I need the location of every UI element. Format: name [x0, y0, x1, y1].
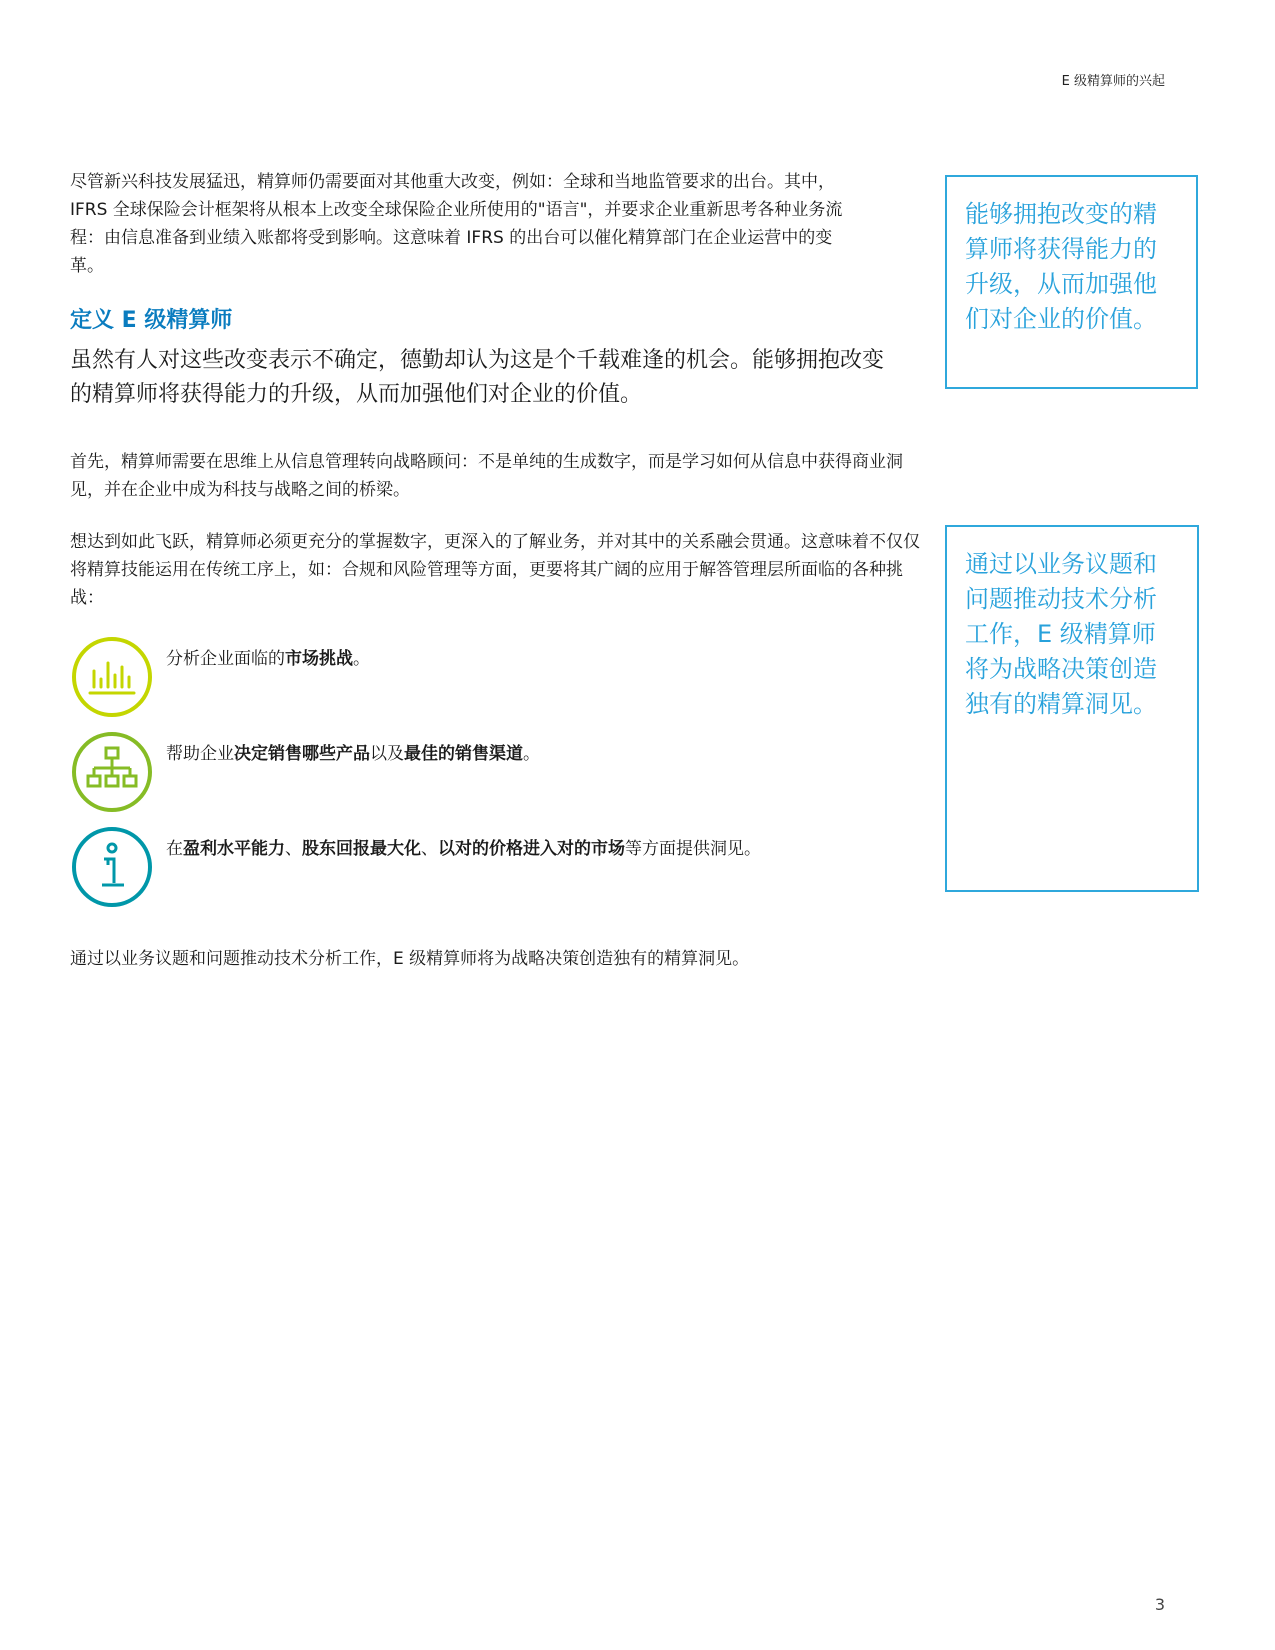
pull-quote-2: 通过以业务议题和问题推动技术分析工作，E 级精算师将为战略决策创造独有的精算洞见。 [945, 525, 1199, 892]
bullet-text: 在盈利水平能力、股东回报最大化、以对的价格进入对的市场等方面提供洞见。 [166, 839, 761, 859]
bullet-text: 分析企业面临的市场挑战。 [166, 649, 370, 669]
bullet-item-products [70, 730, 930, 814]
bar-chart-icon [70, 635, 154, 719]
org-chart-icon [70, 730, 154, 814]
conclusion-paragraph: 通过以业务议题和问题推动技术分析工作，E 级精算师将为战略决策创造独有的精算洞见。 [70, 949, 750, 969]
bullet-text: 帮助企业决定销售哪些产品以及最佳的销售渠道。 [166, 744, 540, 764]
page-number: 3 [1154, 1595, 1165, 1614]
pull-quote-1: 能够拥抱改变的精算师将获得能力的升级，从而加强他们对企业的价值。 [945, 175, 1198, 389]
paragraph-2: 首先，精算师需要在思维上从信息管理转向战略顾问：不是单纯的生成数字，而是学习如何从信息中获得商业洞见，并在企业中成为科技与战略之间的桥梁。 [70, 452, 903, 500]
running-header: E 级精算师的兴起 [1061, 74, 1165, 89]
bullet-item-insights [70, 825, 930, 909]
intro-paragraph: 尽管新兴科技发展猛迅，精算师仍需要面对其他重大改变，例如：全球和当地监管要求的出台。其中，IFRS 全球保险会计框架将从根本上改变全球保险企业所使用的"语言"，并要求企业重新思考各种业务流程：由信息准备到业绩入账都将受到影响。这意味着 IFRS 的出台可以催化精算部门在企业运营中的变革。 [70, 172, 843, 276]
info-icon [70, 825, 154, 909]
bullet-item-market [70, 635, 930, 719]
paragraph-3: 想达到如此飞跃，精算师必须更充分的掌握数字，更深入的了解业务，并对其中的关系融会贯通。这意味着不仅仅将精算技能运用在传统工序上，如：合规和风险管理等方面，更要将其广阔的应用于解答管理层所面临的各种挑战： [70, 532, 920, 608]
lead-paragraph: 虽然有人对这些改变表示不确定，德勤却认为这是个千载难逢的机会。能够拥抱改变的精算师将获得能力的升级，从而加强他们对企业的价值。 [70, 348, 885, 407]
section-heading: 定义 E 级精算师 [70, 308, 233, 333]
